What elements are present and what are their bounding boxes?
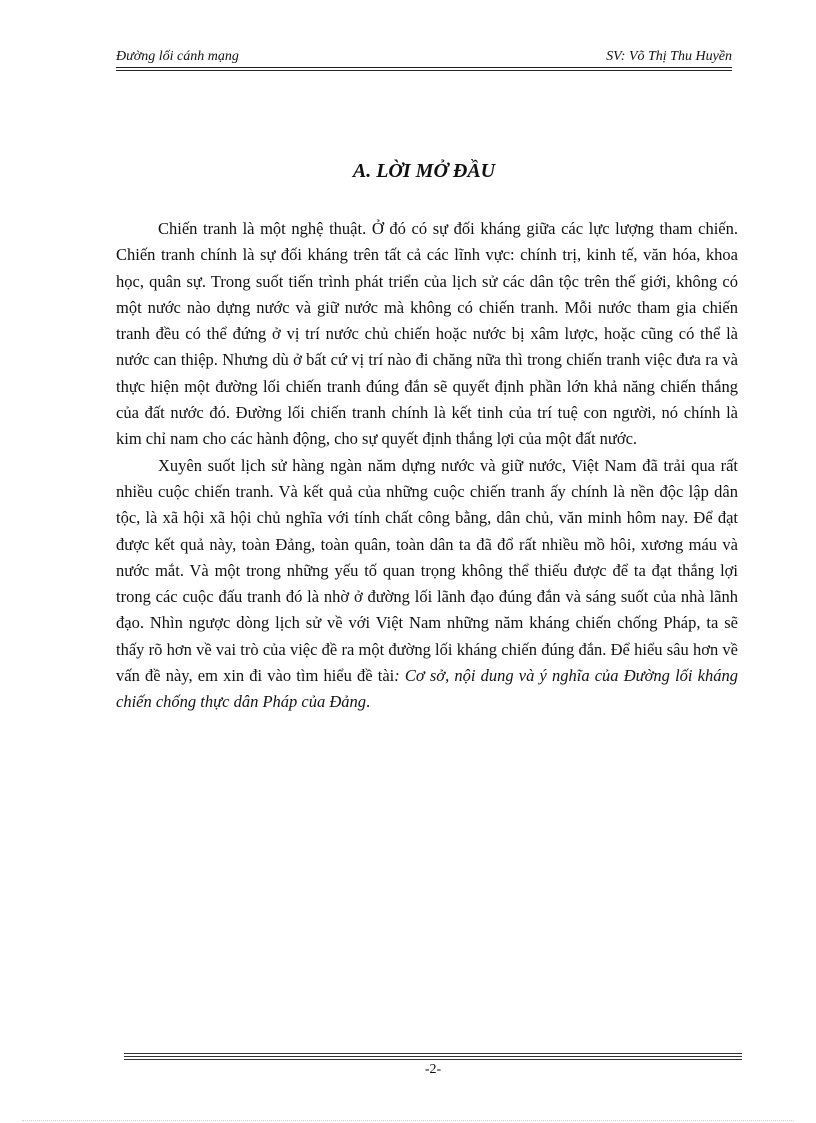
paragraph-2	[116, 453, 738, 716]
document-body	[116, 216, 738, 716]
page-bottom-edge	[22, 1120, 794, 1121]
page-number: -2-	[424, 1062, 442, 1077]
section-title: A. LỜI MỞ ĐẦU	[352, 160, 496, 182]
header-right-author: SV: Võ Thị Thu Huyền	[606, 49, 732, 64]
paragraph-2-end: .	[366, 692, 371, 712]
header-rule-double	[116, 70, 732, 71]
page-header	[116, 48, 732, 66]
paragraph-2-text: Xuyên suốt lịch sử hàng ngàn năm dựng nước và giữ nước, Việt Nam đã trải qua rất nhiều cuộc chiến tranh. Và kết quả của những cuộc chiến tranh ấy chính là nền độc lập dân tộc, là xã hội xã hội chủ nghĩa với tính chất công bằng, dân chủ, văn minh hôm nay. Để đạt được kết quả này, toàn Đảng, toàn quân, toàn dân ta đã đổ rất nhiều mồ hôi, xương máu và nước mắt. Và một trong những yếu tố quan trọng không thể thiếu được để ta đạt thắng lợi trong các cuộc đấu tranh đó là nhờ ở đường lối lãnh đạo đúng đắn và sáng suốt của nhà lãnh đạo. Nhìn ngược dòng lịch sử về với Việt Nam những năm kháng chiến chống Pháp, ta sẽ thấy rõ hơn về vai trò của việc đề ra một đường lối kháng chiến đúng đắn. Để hiểu sâu hơn về vấn đề này, em xin đi vào tìm hiểu đề tài	[116, 455, 738, 686]
paragraph-2-topic: : Cơ sở, nội dung và ý nghĩa của Đường lối kháng chiến chống thực dân Pháp của Đảng	[116, 666, 738, 712]
paragraph-1: Chiến tranh là một nghệ thuật. Ở đó có sự đối kháng giữa các lực lượng tham chiến. Chiến tranh chính là sự đối kháng trên tất cả các lĩnh vực: chính trị, kinh tế, văn hóa, khoa học, quân sự. Trong suốt tiến trình phát triển của lịch sử các dân tộc trên thế giới, không có một nước nào dựng nước và giữ nước mà không có chiến tranh. Mỗi nước tham gia chiến tranh đều có thể đứng ở vị trí nước chủ chiến hoặc nước bị xâm lược, hoặc cũng có thể là nước can thiệp. Nhưng dù ở bất cứ vị trí nào đi chăng nữa thì trong chiến tranh việc đưa ra và thực hiện một đường lối chiến tranh đúng đắn sẽ quyết định phần lớn khả năng chiến thắng của đất nước đó. Đường lối chiến tranh chính là kết tinh của trí tuệ con người, nó chính là kim chỉ nam cho các hành động, cho sự quyết định thắng lợi của một đất nước.	[116, 219, 738, 449]
header-rule	[116, 67, 732, 68]
footer-rule	[124, 1053, 742, 1062]
header-left-title: Đường lối cánh mạng	[116, 49, 239, 64]
